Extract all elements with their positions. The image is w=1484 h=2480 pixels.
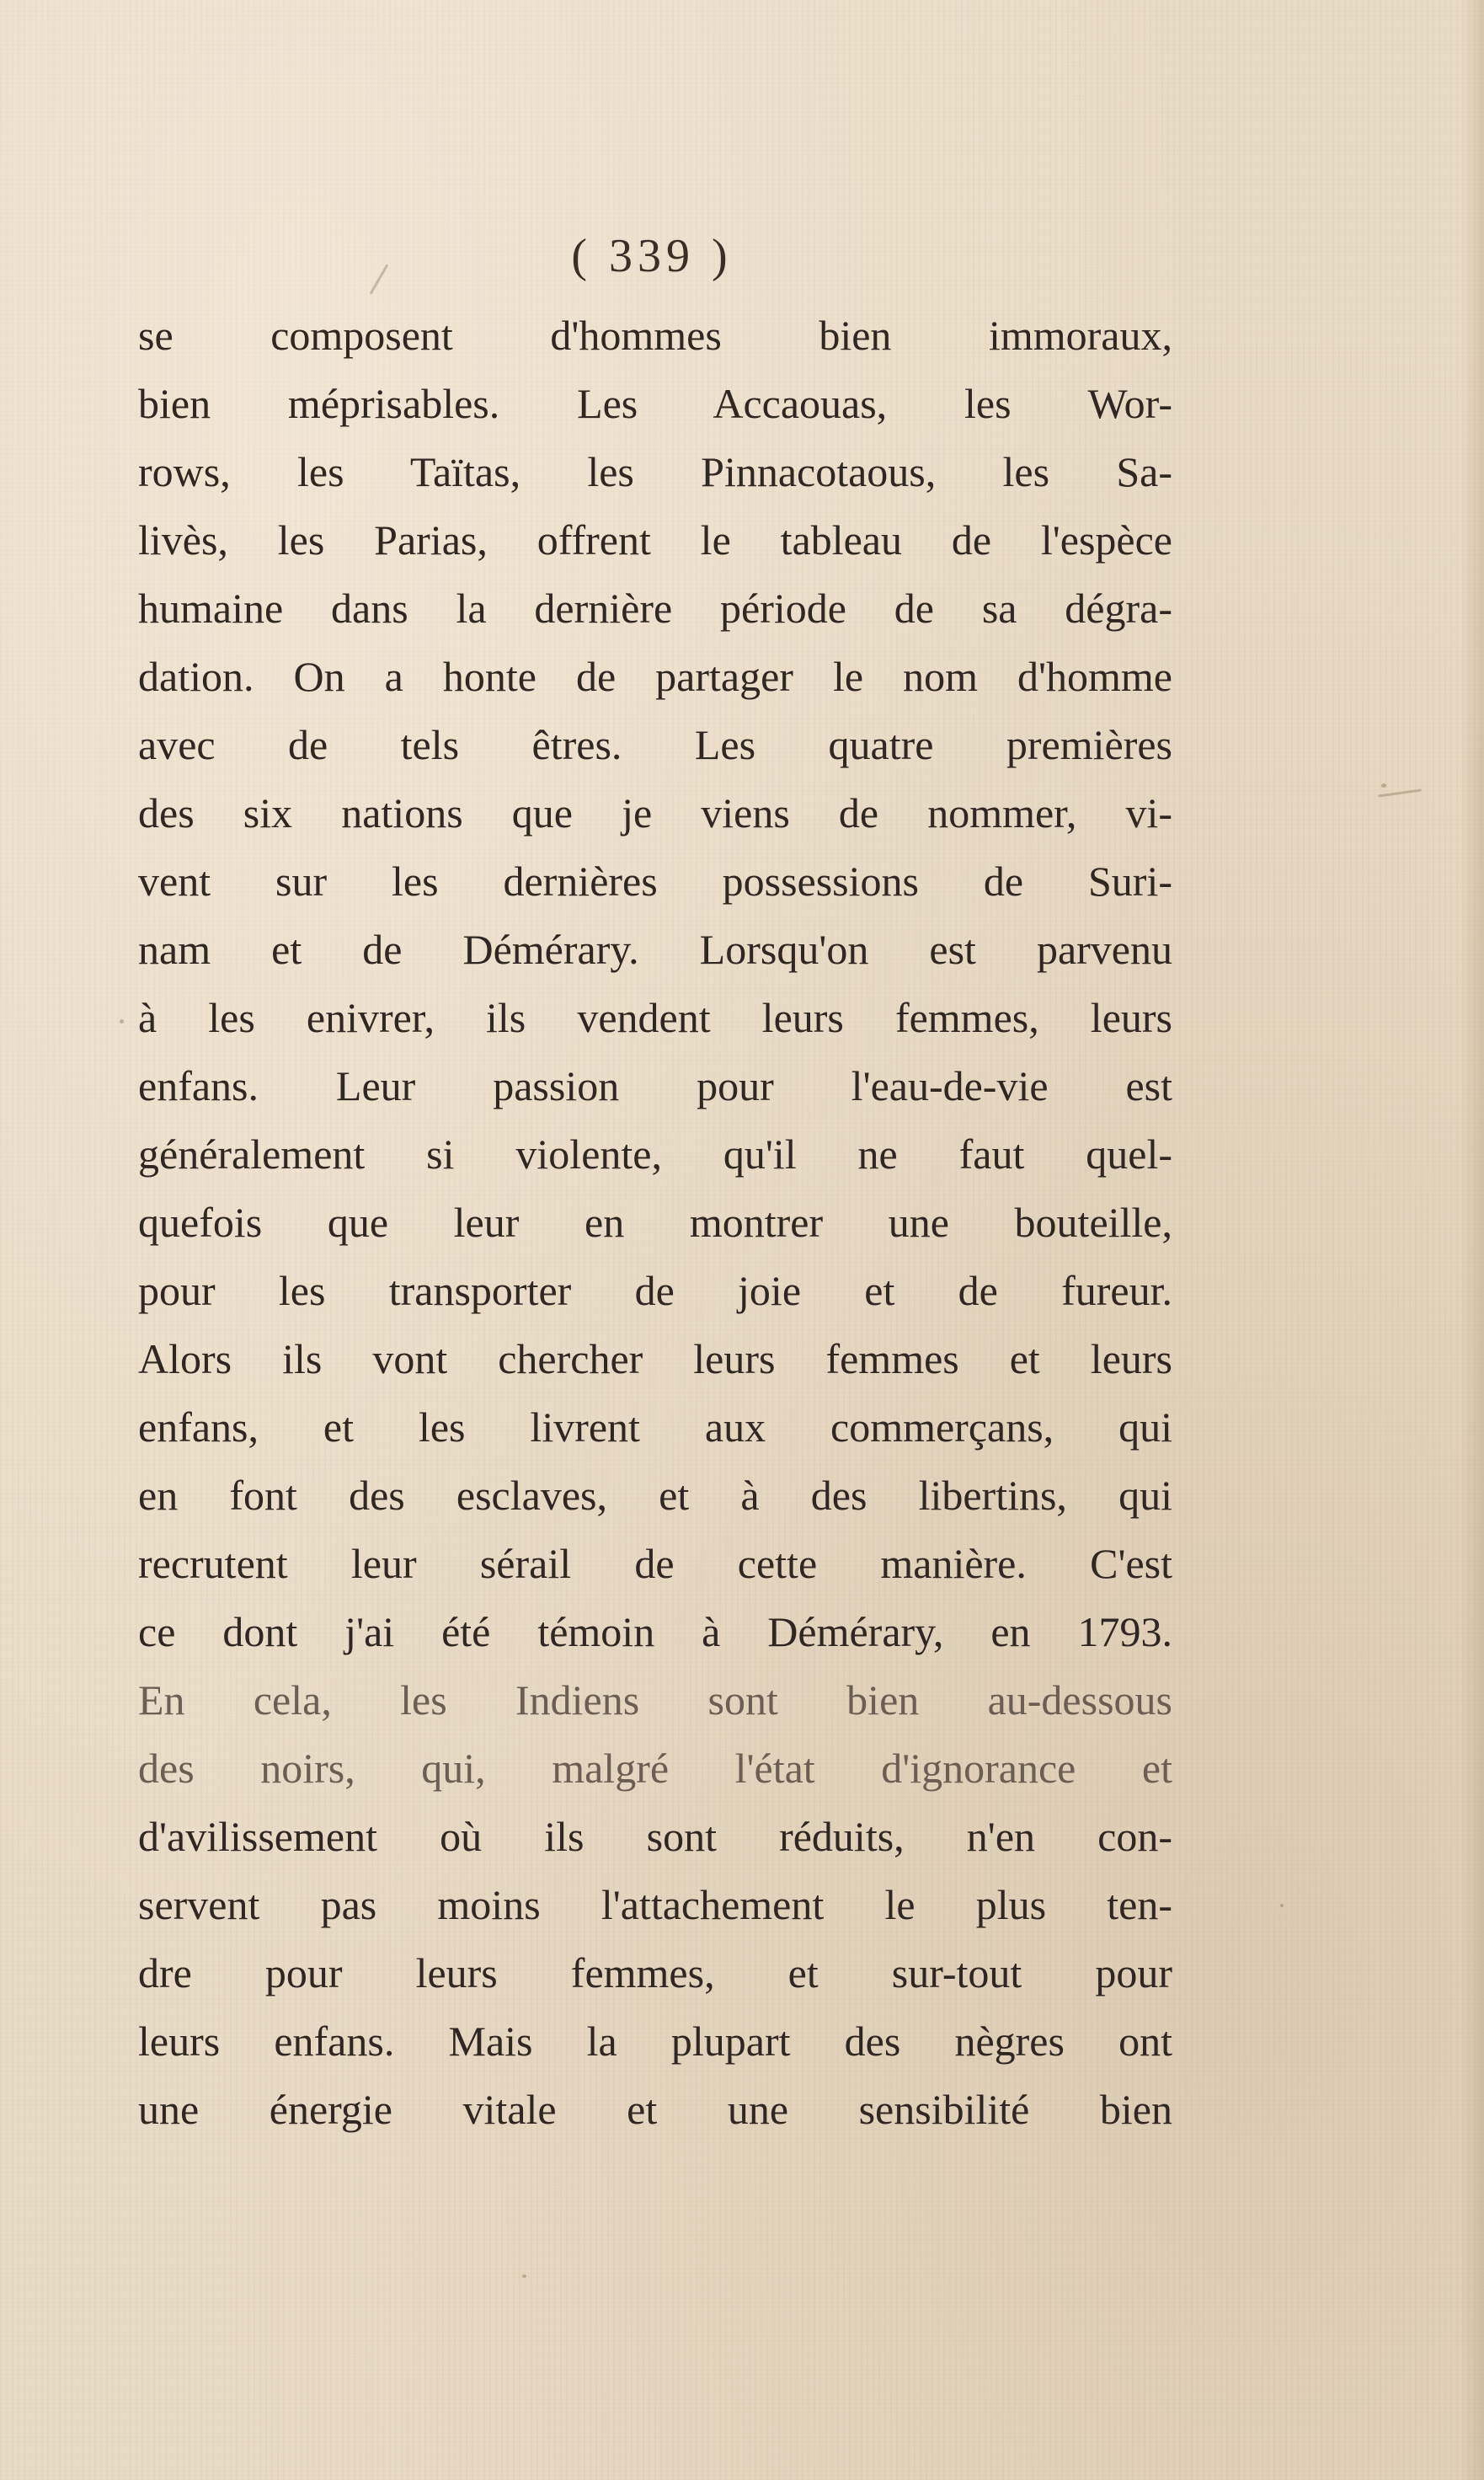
paper-speck <box>1280 1904 1284 1907</box>
text-line: Alors ils vont chercher leurs femmes et leurs <box>138 1335 1172 1382</box>
text-line: bien méprisables. Les Accaouas, les Wor- <box>138 380 1172 427</box>
text-line: quefois que leur en montrer une bouteille, <box>138 1199 1172 1246</box>
paper-speck <box>522 2274 526 2278</box>
text-line: recrutent leur sérail de cette manière. C'est <box>138 1540 1172 1587</box>
text-line: dation. On a honte de partager le nom d'homme <box>138 653 1172 700</box>
text-line: ce dont j'ai été témoin à Démérary, en 1793. <box>138 1608 1172 1655</box>
text-line: pour les transporter de joie et de fureur. <box>138 1267 1172 1314</box>
text-line: humaine dans la dernière période de sa dégra- <box>138 585 1172 632</box>
text-line: dre pour leurs femmes, et sur-tout pour <box>138 1949 1172 1996</box>
page-edge-shadow <box>1460 0 1484 2480</box>
page-number: ( 339 ) <box>571 230 733 282</box>
text-line: généralement si violente, qu'il ne faut quel- <box>138 1130 1172 1178</box>
text-line: d'avilissement où ils sont réduits, n'en con- <box>138 1813 1172 1860</box>
text-line: des six nations que je viens de nommer, vi- <box>138 789 1172 836</box>
text-line: se composent d'hommes bien immoraux, <box>138 312 1172 359</box>
body-text <box>138 302 1172 2144</box>
text-line: des noirs, qui, malgré l'état d'ignorance et <box>138 1745 1172 1792</box>
text-line: rows, les Taïtas, les Pinnacotaous, les Sa- <box>138 448 1172 495</box>
text-line: avec de tels êtres. Les quatre premières <box>138 721 1172 768</box>
paper-speck <box>1381 783 1386 788</box>
text-line: servent pas moins l'attachement le plus ten- <box>138 1881 1172 1928</box>
text-line: à les enivrer, ils vendent leurs femmes, leurs <box>138 994 1172 1041</box>
text-line: enfans, et les livrent aux commerçans, qui <box>138 1403 1172 1451</box>
text-line: livès, les Parias, offrent le tableau de l'espèce <box>138 516 1172 564</box>
text-line: leurs enfans. Mais la plupart des nègres ont <box>138 2018 1172 2065</box>
paper-speck <box>120 1019 124 1024</box>
text-line: En cela, les Indiens sont bien au-dessous <box>138 1676 1172 1724</box>
text-line: enfans. Leur passion pour l'eau-de-vie est <box>138 1062 1172 1109</box>
paper-scratch <box>1378 788 1422 797</box>
text-line: nam et de Démérary. Lorsqu'on est parvenu <box>138 926 1172 973</box>
text-line: une énergie vitale et une sensibilité bien <box>138 2086 1172 2133</box>
text-line: en font des esclaves, et à des libertins, qui <box>138 1472 1172 1519</box>
text-line: vent sur les dernières possessions de Suri- <box>138 858 1172 905</box>
